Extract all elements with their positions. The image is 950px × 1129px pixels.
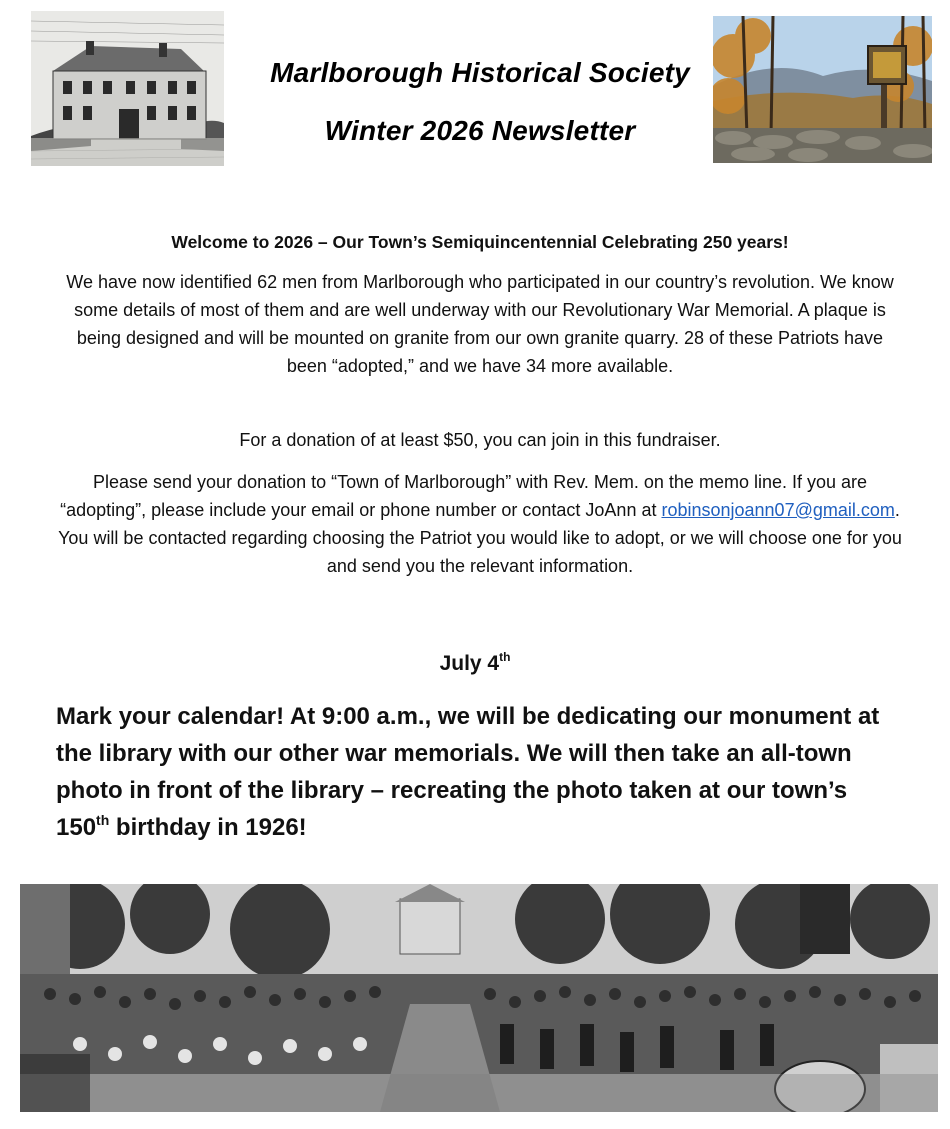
- email-link[interactable]: robinsonjoann07@gmail.com: [661, 500, 895, 520]
- autumn-landscape-image: [713, 16, 932, 163]
- event-text-start: Mark your calendar! At 9:00 a.m., we will be dedicating our monument at the library with our other war memorials. We will then take an all-town photo in front of the library – recreating the photo taken at our town’s 150: [56, 703, 880, 841]
- instructions-text-end: . You will be contacted regarding choosing the Patriot you would like to adopt, or we will choose one for you and send you the relevant information.: [58, 500, 902, 576]
- event-announcement: [56, 698, 901, 846]
- welcome-heading: Welcome to 2026 – Our Town’s Semiquincentennial Celebrating 250 years!: [171, 232, 789, 252]
- instructions-text-start: Please send your donation to “Town of Marlborough” with Rev. Mem. on the memo line. If you are “adopting”, please include your email or phone number or contact JoAnn at: [60, 472, 868, 520]
- event-text-end: birthday in 1926!: [109, 814, 307, 841]
- patriots-paragraph: We have now identified 62 men from Marlborough who participated in our country’s revolution. We know some details of most of them and are well underway with our Revolutionary War Memorial. A plaque is being designed and will be mounted on granite from our own granite quarry. 28 of these Patriots have been “adopted,” and we have 34 more available.: [66, 272, 894, 376]
- event-ordinal-suffix: th: [96, 812, 110, 828]
- event-date-heading: [300, 650, 650, 676]
- event-date: July 4: [439, 652, 500, 675]
- event-date-suffix: th: [499, 650, 511, 664]
- donation-paragraph: For a donation of at least $50, you can join in this fundraiser.: [239, 430, 721, 450]
- meetinghouse-engraving-image: [31, 11, 224, 166]
- panoramic-town-photo: [20, 884, 938, 1112]
- newsletter-title: Marlborough Historical Society: [270, 57, 690, 88]
- instructions-paragraph: [52, 468, 908, 580]
- newsletter-subtitle: Winter 2026 Newsletter: [324, 115, 636, 146]
